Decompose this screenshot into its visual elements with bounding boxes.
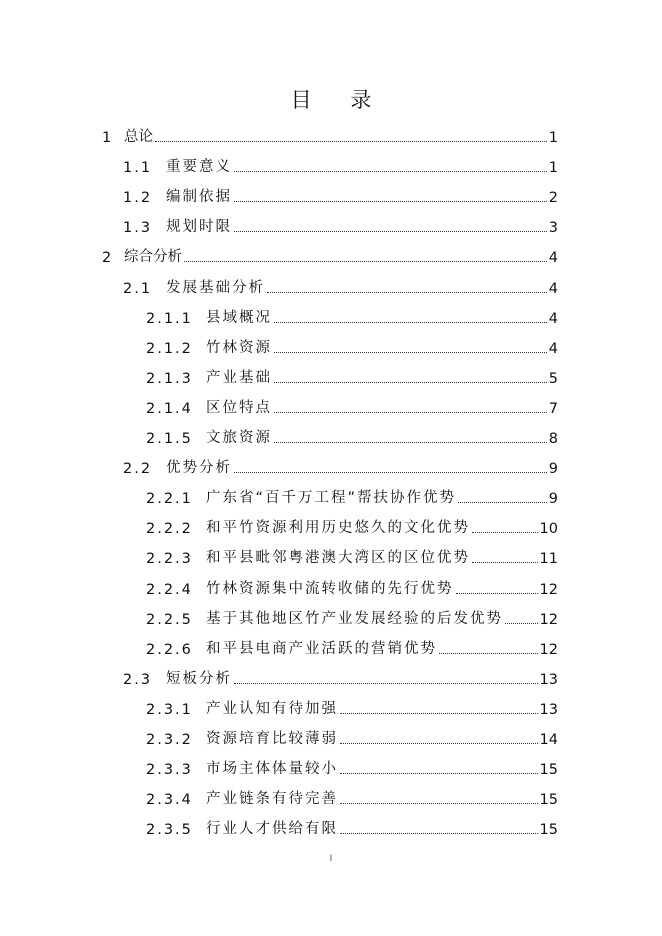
toc-entry-label: 总论 <box>124 129 153 145</box>
toc-entry-number: 2.3 <box>123 671 153 688</box>
toc-dot-leader <box>274 412 547 413</box>
toc-entry-label: 文旅资源 <box>206 430 272 446</box>
toc-entry-label: 县域概况 <box>206 309 272 326</box>
toc-entry[interactable] <box>146 808 558 838</box>
toc-entry[interactable] <box>146 297 558 327</box>
toc-entry-number: 2.3.5 <box>146 822 193 839</box>
toc-dot-leader <box>340 803 538 804</box>
toc-entry-page: 9 <box>548 491 558 508</box>
toc-entry-page: 4 <box>548 280 558 297</box>
toc-entry-number: 1.3 <box>123 220 153 237</box>
toc-entry-label: 广东省“百千万工程”帮扶协作优势 <box>206 490 457 507</box>
toc-entry-page: 7 <box>548 400 558 417</box>
toc-entry-number: 2.3.3 <box>146 762 193 779</box>
toc-dot-leader <box>439 653 538 654</box>
toc-entry-page: 3 <box>548 220 558 237</box>
toc-entry-label: 重要意义 <box>166 159 232 176</box>
toc-dot-leader <box>340 743 538 744</box>
toc-entry-page: 15 <box>539 792 558 809</box>
toc-dot-leader <box>234 683 538 684</box>
toc-entry-label: 市场主体体量较小 <box>206 761 338 778</box>
toc-entry[interactable] <box>146 477 558 507</box>
toc-entry-number: 2.2 <box>123 461 153 478</box>
toc-entry-page: 13 <box>539 671 558 688</box>
toc-dot-leader <box>456 593 538 594</box>
toc-entry-number: 2.1 <box>123 280 153 297</box>
toc-entry-page: 10 <box>539 521 558 538</box>
toc-entry-page: 14 <box>539 732 558 748</box>
toc-entry-label: 和平竹资源利用历史悠久的文化优势 <box>206 520 470 537</box>
toc-entry[interactable] <box>146 568 558 598</box>
toc-entry-page: 13 <box>539 701 558 718</box>
toc-entry-number: 2.3.2 <box>146 732 193 748</box>
toc-entry[interactable] <box>146 387 558 417</box>
toc-entry-label: 竹林资源 <box>206 339 272 356</box>
toc-dot-leader <box>274 352 547 353</box>
toc-entry-label: 优势分析 <box>166 460 232 477</box>
toc-dot-leader <box>340 833 538 834</box>
toc-entry-page: 12 <box>539 641 558 658</box>
toc-entry[interactable] <box>123 206 558 236</box>
toc-entry-label: 竹林资源集中流转收储的先行优势 <box>206 580 454 597</box>
toc-entry-page: 11 <box>539 551 558 568</box>
toc-entry-label: 产业链条有待完善 <box>206 791 338 808</box>
toc-dot-leader <box>267 292 547 293</box>
toc-entry-page: 5 <box>548 370 558 387</box>
toc-entry[interactable] <box>146 507 558 537</box>
toc-entry-page: 4 <box>548 310 558 327</box>
toc-entry[interactable] <box>146 598 558 628</box>
toc-entry-number: 2.2.3 <box>146 551 193 568</box>
toc-entry[interactable] <box>123 658 558 688</box>
page-number: I <box>329 854 333 864</box>
toc-entry-page: 4 <box>548 250 558 267</box>
toc-dot-leader <box>274 322 547 323</box>
toc-entry-label: 产业认知有待加强 <box>206 700 338 717</box>
toc-entry-label: 规划时限 <box>166 219 232 236</box>
toc-dot-leader <box>234 231 547 232</box>
toc-entry[interactable] <box>123 176 558 206</box>
toc-entry[interactable] <box>146 357 558 387</box>
toc-entry[interactable] <box>146 628 558 658</box>
toc-entry-number: 2.2.5 <box>146 611 193 628</box>
toc-entry-page: 1 <box>548 130 558 146</box>
toc-dot-leader <box>234 472 547 473</box>
toc-entry-label: 区位特点 <box>206 399 272 416</box>
toc-dot-leader <box>458 502 547 503</box>
toc-entry-page: 15 <box>539 822 558 839</box>
toc-entry-label: 产业基础 <box>206 369 272 386</box>
toc-entry-page: 9 <box>548 461 558 478</box>
toc-entry-number: 2.3.4 <box>146 792 193 809</box>
toc-entry-number: 2.1.2 <box>146 340 193 357</box>
toc-entry-page: 15 <box>539 762 558 779</box>
toc-entry-page: 4 <box>548 340 558 357</box>
toc-entry-number: 1 <box>102 130 112 146</box>
toc-entry[interactable] <box>146 778 558 808</box>
toc-entry-number: 2.1.1 <box>146 310 193 327</box>
toc-entry-number: 2.1.5 <box>146 431 193 447</box>
toc-dot-leader <box>340 773 538 774</box>
toc-dot-leader <box>505 623 538 624</box>
toc-dot-leader <box>340 713 538 714</box>
toc-dot-leader <box>472 532 538 533</box>
toc-entry[interactable] <box>146 718 558 748</box>
toc-dot-leader <box>472 562 538 563</box>
toc-entry[interactable] <box>123 146 558 176</box>
toc-entry-number: 1.1 <box>123 160 153 177</box>
toc-entry[interactable] <box>123 267 558 297</box>
toc-entry-number: 2 <box>102 250 112 267</box>
toc-entry[interactable] <box>102 116 558 146</box>
toc-entry[interactable] <box>146 417 558 447</box>
toc-dot-leader <box>184 261 547 262</box>
toc-entry-page: 2 <box>548 190 558 207</box>
toc-entry-number: 2.3.1 <box>146 701 193 718</box>
toc-entry-label: 编制依据 <box>166 189 232 206</box>
toc-entry[interactable] <box>146 327 558 357</box>
toc-entry[interactable] <box>146 688 558 718</box>
toc-entry-label: 短板分析 <box>166 670 232 687</box>
toc-entry[interactable] <box>102 236 558 266</box>
toc-entry-label: 综合分析 <box>124 249 182 266</box>
toc-entry-number: 1.2 <box>123 190 153 207</box>
toc-entry-label: 和平县毗邻粤港澳大湾区的区位优势 <box>206 550 470 567</box>
toc-entry-label: 发展基础分析 <box>166 279 265 296</box>
toc-entry-number: 2.2.1 <box>146 491 193 508</box>
toc-entry-label: 资源培育比较薄弱 <box>206 731 338 747</box>
toc-entry-page: 12 <box>539 581 558 598</box>
toc-dot-leader <box>234 171 547 172</box>
toc-entry-number: 2.1.4 <box>146 400 193 417</box>
toc-entry-label: 行业人才供给有限 <box>206 821 338 838</box>
toc-entry-number: 2.1.3 <box>146 370 193 387</box>
toc-entry-number: 2.2.6 <box>146 641 193 658</box>
toc-entry-page: 1 <box>548 160 558 177</box>
toc-entry-page: 12 <box>539 611 558 628</box>
toc-entry-page: 8 <box>548 431 558 447</box>
toc-entry-number: 2.2.2 <box>146 521 193 538</box>
toc-dot-leader <box>155 141 547 142</box>
toc-entry[interactable] <box>146 537 558 567</box>
toc-entry-label: 和平县电商产业活跃的营销优势 <box>206 640 437 657</box>
toc-entry-number: 2.2.4 <box>146 581 193 598</box>
toc-entry[interactable] <box>146 748 558 778</box>
toc-dot-leader <box>234 201 547 202</box>
toc-entry-label: 基于其他地区竹产业发展经验的后发优势 <box>206 610 503 627</box>
toc-title: 目 录 <box>290 88 388 112</box>
toc-dot-leader <box>274 382 547 383</box>
toc-dot-leader <box>274 442 547 443</box>
toc-entry[interactable] <box>123 447 558 477</box>
